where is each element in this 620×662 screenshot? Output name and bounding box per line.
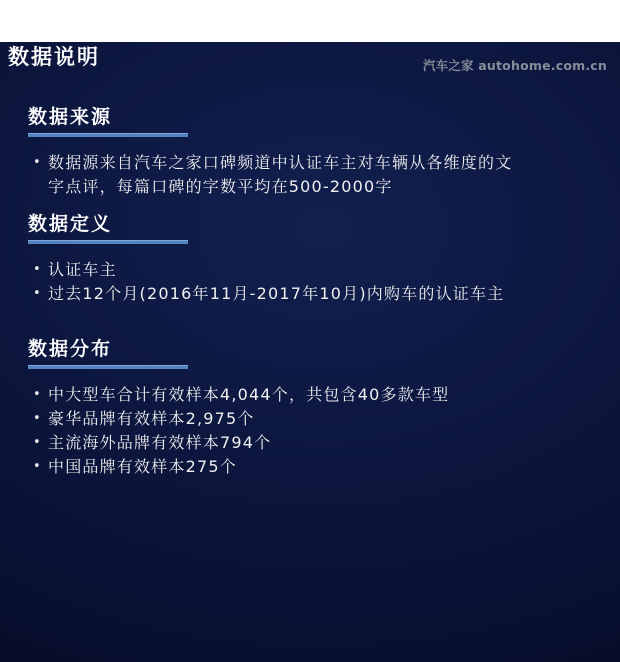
bullet-item [28,455,588,479]
bullet-text: 主流海外品牌有效样本794个 [48,433,272,452]
bullet-item [28,431,588,455]
slide-background [0,42,620,662]
bullet-list [28,151,588,199]
bullet-item [28,151,588,199]
section-data-source [28,104,620,199]
bullet-item [28,282,588,306]
bullet-dot: • [33,435,42,450]
bullet-list [28,383,588,479]
bullet-item [28,407,588,431]
bullet-text: 数据源来自汽车之家口碑频道中认证车主对车辆从各维度的文字点评，每篇口碑的字数平均在500-2000字 [48,153,513,196]
section-heading-data-distribution: 数据分布 [28,338,113,360]
bullet-text: 认证车主 [48,260,117,279]
bullet-item [28,258,588,282]
bullet-item [28,383,588,407]
watermark: 汽车之家 autohome.com.cn [422,58,607,73]
section-heading-data-definition: 数据定义 [28,213,113,235]
heading-underline [28,133,188,137]
section-data-definition [28,211,620,306]
heading-underline [28,365,188,369]
section-heading-data-source: 数据来源 [28,106,113,128]
bullet-list [28,258,588,306]
bullet-text: 豪华品牌有效样本2,975个 [48,409,255,428]
bullet-text: 中国品牌有效样本275个 [48,457,237,476]
page-title: 数据说明 [8,45,100,69]
bullet-dot: • [33,459,42,474]
section-data-distribution [28,336,620,479]
bullet-dot: • [33,286,42,301]
bullet-dot: • [33,387,42,402]
bullet-text: 过去12个月(2016年11月-2017年10月)内购车的认证车主 [48,284,505,303]
bullet-dot: • [33,262,42,277]
heading-underline [28,240,188,244]
bullet-text: 中大型车合计有效样本4,044个，共包含40多款车型 [48,385,450,404]
bullet-dot: • [33,155,42,170]
bullet-dot: • [33,411,42,426]
